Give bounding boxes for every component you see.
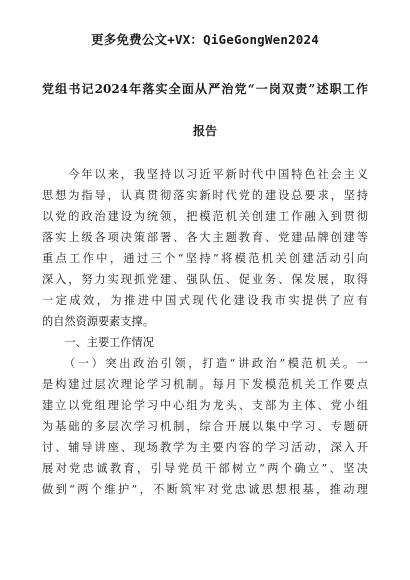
body-line: （一）突出政治引领，打造“讲政治”模范机关。一 — [42, 357, 368, 370]
body-line: 的自然资源要素支撑。 — [42, 315, 154, 328]
body-line: 讨、辅导讲座、现场教学为主要内容的学习活动，深入开 — [42, 441, 368, 454]
body-line: 今年以来，我坚持以习近平新时代中国特色社会主义 — [42, 168, 368, 181]
section-heading: 一、主要工作情况 — [42, 336, 154, 349]
body-line: 落实上级各项决策部署、各大主题教育、党建品牌创建等 — [42, 231, 368, 244]
document-title: 党组书记2024年落实全面从严治党“一岗双责”述职工作 — [42, 82, 368, 96]
body-line: 建立以党组理论学习中心组为龙头、支部为主体、党小组 — [42, 399, 368, 412]
document-body — [42, 164, 368, 500]
body-line: 重点工作中，通过三个“坚持”将模范机关创建活动引向 — [42, 252, 368, 265]
body-line: 是构建过层次理论学习机制。每月下发模范机关工作要点 — [42, 378, 368, 391]
body-line: 思想为指导，认真贯彻落实新时代党的建设总要求，坚持 — [42, 189, 368, 202]
document-header: 更多免费公文+VX：QiGeGongWen2024 — [91, 32, 319, 47]
body-line: 展对党忠诚教育，引导党员干部树立“两个确立”、坚决 — [42, 462, 368, 475]
body-line: 为基础的多层次学习机制，综合开展以集中学习、专题研 — [42, 420, 368, 433]
document-subtitle: 报告 — [192, 124, 217, 138]
body-line: 深入，努力实现抓党建、强队伍、促业务、保发展，取得 — [42, 273, 368, 286]
body-line: 一定成效，为推进中国式现代化建设我市实提供了应有 — [42, 294, 368, 307]
body-line: 做到“两个维护”，不断筑牢对党忠诚思想根基，推动理 — [42, 483, 368, 496]
body-line: 以党的政治建设为统领，把模范机关创建工作融入到贯彻 — [42, 210, 368, 223]
